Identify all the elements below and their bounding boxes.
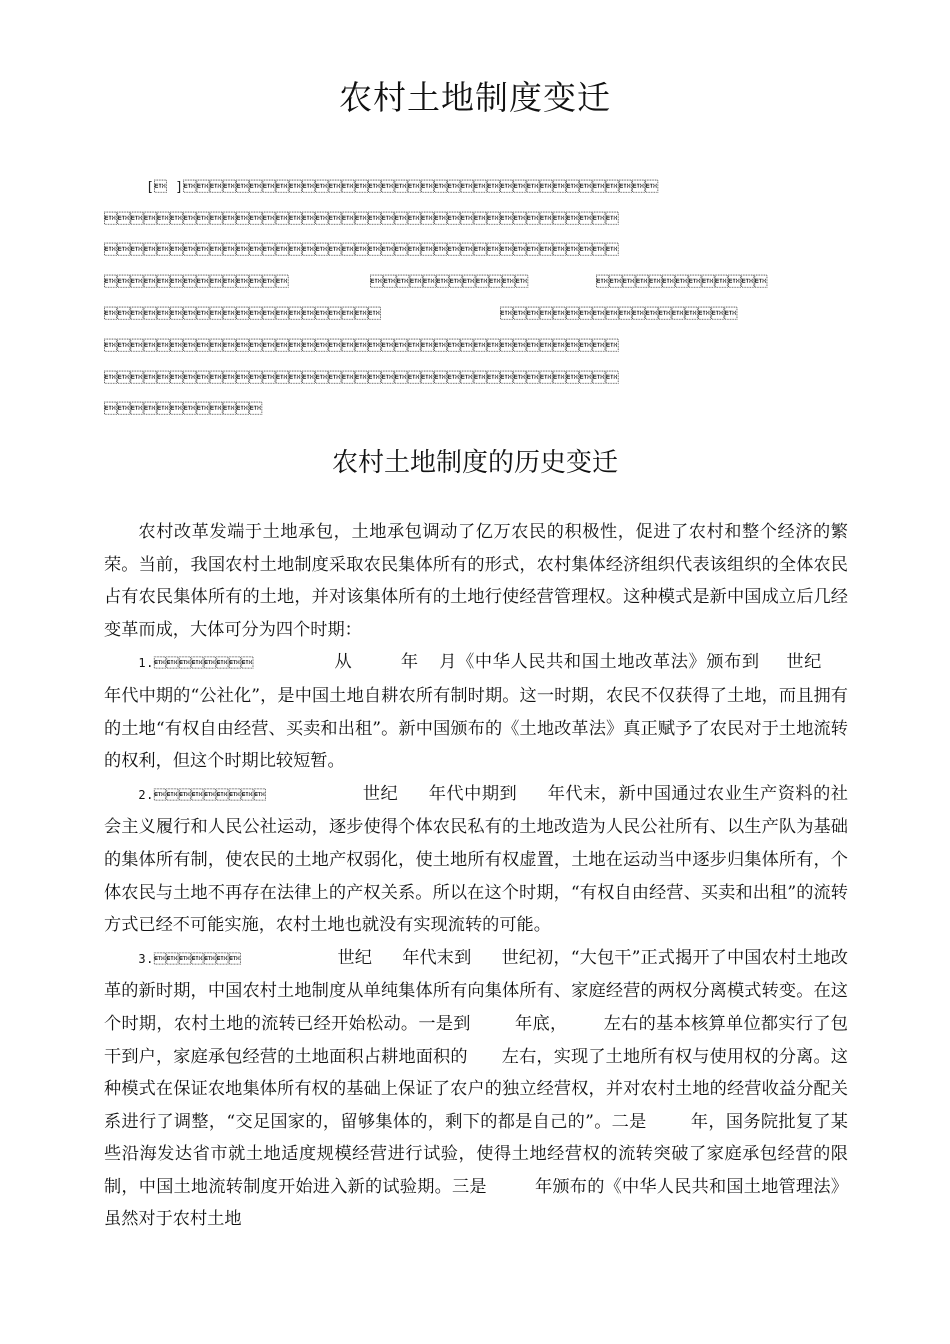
item-paragraph (104, 942, 848, 1236)
abstract-line:  (104, 307, 382, 322)
item-text: 年颁布的《中华人民共和国土地管理法》虽然对于农村土地 (104, 1176, 848, 1230)
abstract-line:  (104, 402, 263, 417)
abstract-line:  (104, 371, 619, 386)
item-text: 年代中期的“公社化”，是中国土地自耕农所有制时期。这一时期，农民不仅获得了土地，而且拥有的土地“有权自由经营、买卖和出租”。新中国颁布的《土地改革法》真正赋予了农民对于土地流转的权利，但这个时期比较短暂。 (104, 685, 848, 772)
document-title: 农村土地制度变迁 (339, 78, 611, 117)
abstract-line:  (104, 212, 619, 227)
item-text: 年代末到 (402, 947, 472, 968)
abstract-line:  (596, 275, 768, 290)
abstract-line:  (104, 243, 619, 258)
item-text: 左右，实现了土地所有权与使用权的分离。这种模式在保证农地集体所有权的基础上保证了农户的独立经营权，并对农村土地的经营收益分配关系进行了调整，“交足国家的，留够集体的，剩下的都是自己的”。二是 (104, 1046, 848, 1132)
item-heading: 3. (138, 951, 242, 966)
abstract-line:  (370, 275, 529, 290)
item-paragraph (104, 646, 848, 777)
item-text: 世纪 (362, 783, 399, 804)
item-text: 世纪初，“大包干”正式揭开了中国农村土地改革的新时期，中国农村土地制度从单纯集体所有向集体所有、家庭经营的两权分离模式转变。在这个时期，农村土地的流转已经开始松动。一是到 (104, 947, 848, 1034)
abstract-line:  (104, 339, 619, 354)
item-text: 从 (333, 652, 353, 673)
abstract-line:  (104, 275, 289, 290)
item-text: 左右的基本核算单位都实行了包干到户，家庭承包经营的土地面积占耕地面积的 (104, 1013, 848, 1067)
item-text: 年 (400, 652, 419, 673)
item-text: 年代末，新中国通过农业生产资料的社会主义履行和人民公社运动，逐步使得个体农民私有的土地改造为人民公社所有、以生产队为基础的集体所有制，使农民的土地产权弱化，使土地所有权虚置，土地在运动当中逐步归集体所有，个体农民与土地不再存在法律上的产权关系。所以在这个时期，“有权自由经营、买卖和出租”的流转方式已经不可能实施，农村土地也就没有实现流转的可能。 (104, 783, 848, 936)
abstract-line: [ ] (146, 180, 659, 195)
item-text: 年底， (514, 1013, 568, 1034)
item-heading: 2. (138, 787, 267, 802)
abstract-line:  (500, 307, 738, 322)
item-text: 年代中期到 (428, 783, 518, 804)
body-text (104, 516, 848, 1236)
intro-paragraph: 农村改革发端于土地承包，土地承包调动了亿万农民的积极性，促进了农村和整个经济的繁荣。当前，我国农村土地制度采取农民集体所有的形式，农村集体经济组织代表该组织的全体农民占有农民集体所有的土地，并对该集体所有的土地行使经营管理权。这种模式是新中国成立后几经变革而成，大体可分为四个时期： (104, 522, 848, 640)
item-text: 年，国务院批复了某些沿海发达省市就土地适度规模经营进行试验，使得土地经营权的流转突破了家庭承包经营的限制，中国土地流转制度开始进入新的试验期。三是 (104, 1111, 848, 1197)
item-text: 世纪 (337, 947, 373, 968)
item-paragraph (104, 778, 848, 942)
item-text: 世纪 (785, 652, 822, 673)
item-heading: 1. (138, 656, 254, 671)
item-text: 月《中华人民共和国土地改革法》颁布到 (438, 652, 760, 673)
section-title: 农村土地制度的历史变迁 (331, 448, 618, 478)
